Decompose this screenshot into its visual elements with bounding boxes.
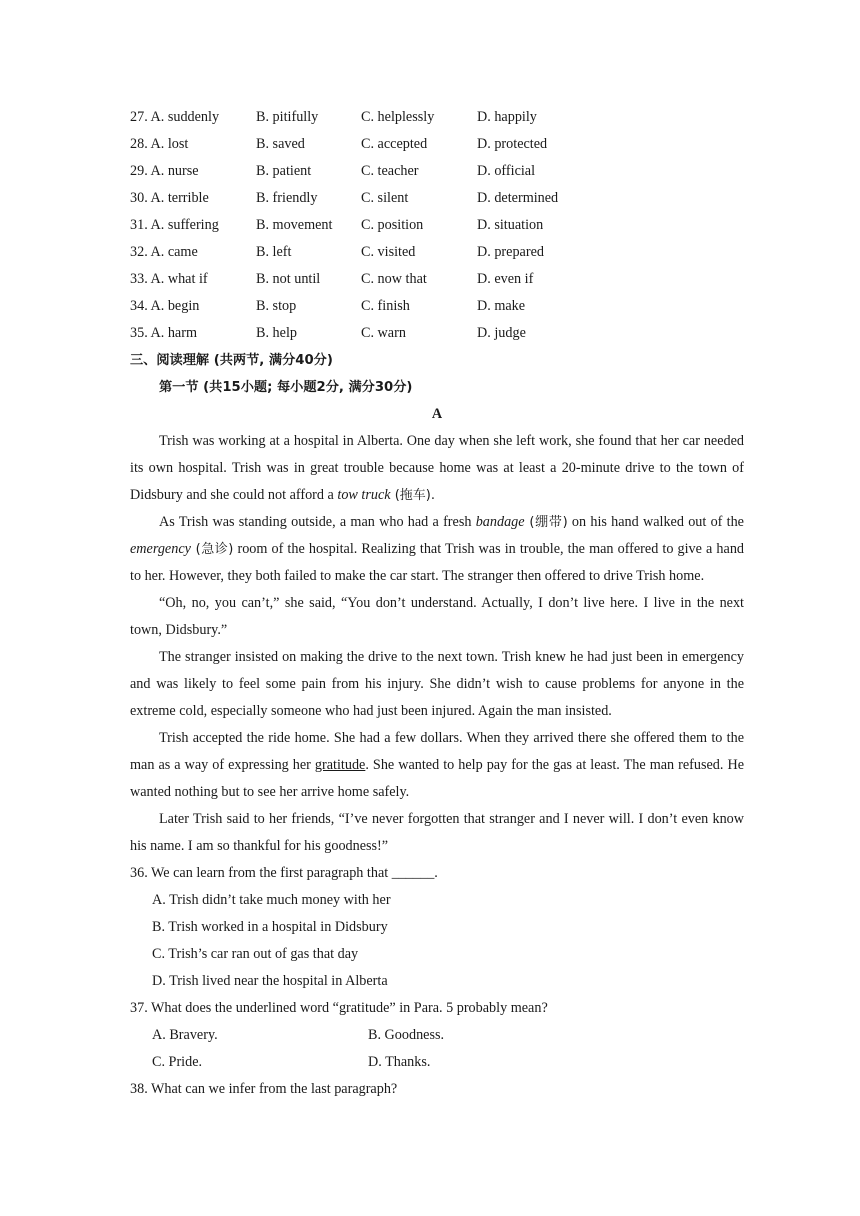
gloss: (急诊) [190,542,234,557]
option-c: C. Pride. [152,1054,203,1070]
cloze-row-31 [130,212,744,239]
option-a: 32. A. came [130,244,198,260]
paragraph-2 [130,509,744,590]
option-b: B. Goodness. [368,1027,445,1043]
text: Trish accepted the ride home. She had a few dollars. When they arrived there she offered them to the man as a way of expressing her [130,730,744,773]
passage-a [130,428,744,860]
text: . She wanted to help pay for the gas at least. The man refused. He wanted nothing but to see her arrive home safely. [130,757,744,800]
option-a: 27. A. suddenly [130,109,220,125]
gloss: (绷带) [524,515,568,530]
option-b: B. stop [256,298,297,314]
option-c: C. teacher [361,163,419,179]
option-d: D. official [477,163,536,179]
underlined-word: gratitude [314,757,366,773]
option-d: D. situation [477,217,544,233]
page-content [130,104,744,1103]
paragraph-3: “Oh, no, you can’t,” she said, “You don’t understand. Actually, I don’t live here. I live in the next town, Didsbury.” [130,595,744,638]
option-a: 35. A. harm [130,325,197,341]
option-b: B. left [256,244,292,260]
option-c: C. warn [361,325,406,341]
cloze-row-35 [130,320,744,347]
option-c: C. Trish’s car ran out of gas that day [152,946,359,962]
option-d: D. even if [477,271,534,287]
term-bandage: bandage [475,514,525,530]
question-stem: 36. We can learn from the first paragraph that ______. [130,865,438,881]
paragraph-5 [130,725,744,806]
option-a: 31. A. suffering [130,217,219,233]
text: on his hand walked out of the [567,514,744,530]
question-stem: 38. What can we infer from the last paragraph? [130,1081,398,1097]
text: room of the hospital. Realizing that Trish was in trouble, the man offered to give a hand to her. However, they both failed to make the car start. The stranger then offered to drive Trish home. [130,541,745,584]
text: Trish was working at a hospital in Alberta. One day when she left work, she found that her car needed its own hospital. Trish was in great trouble because home was at least a 20-minute drive to the town of Didsbury and she could not afford a [130,433,744,503]
option-a: A. Bravery. [152,1027,218,1043]
option-b: B. Trish worked in a hospital in Didsbury [152,919,388,935]
option-d: D. prepared [477,244,544,260]
cloze-row-30 [130,185,744,212]
cloze-options-table [130,104,744,347]
paragraph-6: Later Trish said to her friends, “I’ve never forgotten that stranger and I never will. I don’t even know his name. I am so thankful for his goodness!” [130,811,744,854]
option-b: B. help [256,325,297,341]
cloze-row-28 [130,131,744,158]
option-c: C. now that [361,271,427,287]
cloze-row-32 [130,239,744,266]
cloze-row-34 [130,293,744,320]
cloze-row-27 [130,104,744,131]
option-c: C. accepted [361,136,428,152]
passage-label: A [431,406,443,422]
option-b: B. movement [256,217,333,233]
option-d: D. make [477,298,526,314]
options-row-2 [130,1049,744,1076]
term-tow-truck: tow truck [337,487,391,503]
text: As Trish was standing outside, a man who had a fresh [159,514,476,530]
option-a: 30. A. terrible [130,190,209,206]
option-b: B. saved [256,136,305,152]
option-d: D. determined [477,190,559,206]
paragraph-4: The stranger insisted on making the drive to the next town. Trish knew he had just been in emergency and was likely to feel some pain from his injury. She didn’t wish to cause problems for anyone in the extreme cold, especially someone who had just been injured. Again the man insisted. [130,649,744,719]
options-row-1 [130,1022,744,1049]
option-a: 28. A. lost [130,136,189,152]
option-a: 29. A. nurse [130,163,199,179]
cloze-row-29 [130,158,744,185]
option-b: B. not until [256,271,321,287]
option-a: 34. A. begin [130,298,200,314]
option-b: B. friendly [256,190,318,206]
question-36 [130,860,744,995]
question-38 [130,1076,744,1103]
cloze-row-33 [130,266,744,293]
part-title: 第一节 (共15小题; 每小题2分, 满分30分) [159,380,413,395]
question-stem: 37. What does the underlined word “gratitude” in Para. 5 probably mean? [130,1000,548,1016]
option-d: D. happily [477,109,537,125]
paragraph-1 [130,428,744,509]
option-a: 33. A. what if [130,271,208,287]
option-a: A. Trish didn’t take much money with her [152,892,391,908]
option-c: C. silent [361,190,409,206]
option-d: D. judge [477,325,526,341]
option-c: C. visited [361,244,416,260]
option-d: D. protected [477,136,548,152]
section-title: 三、阅读理解 (共两节, 满分40分) [130,353,333,368]
option-c: C. finish [361,298,410,314]
option-b: B. pitifully [256,109,319,125]
option-c: C. position [361,217,424,233]
option-c: C. helplessly [361,109,435,125]
option-b: B. patient [256,163,312,179]
option-d: D. Thanks. [368,1054,431,1070]
gloss: (拖车). [390,488,436,503]
question-37 [130,995,744,1076]
option-d: D. Trish lived near the hospital in Alberta [152,973,388,989]
term-emergency: emergency [130,541,191,557]
